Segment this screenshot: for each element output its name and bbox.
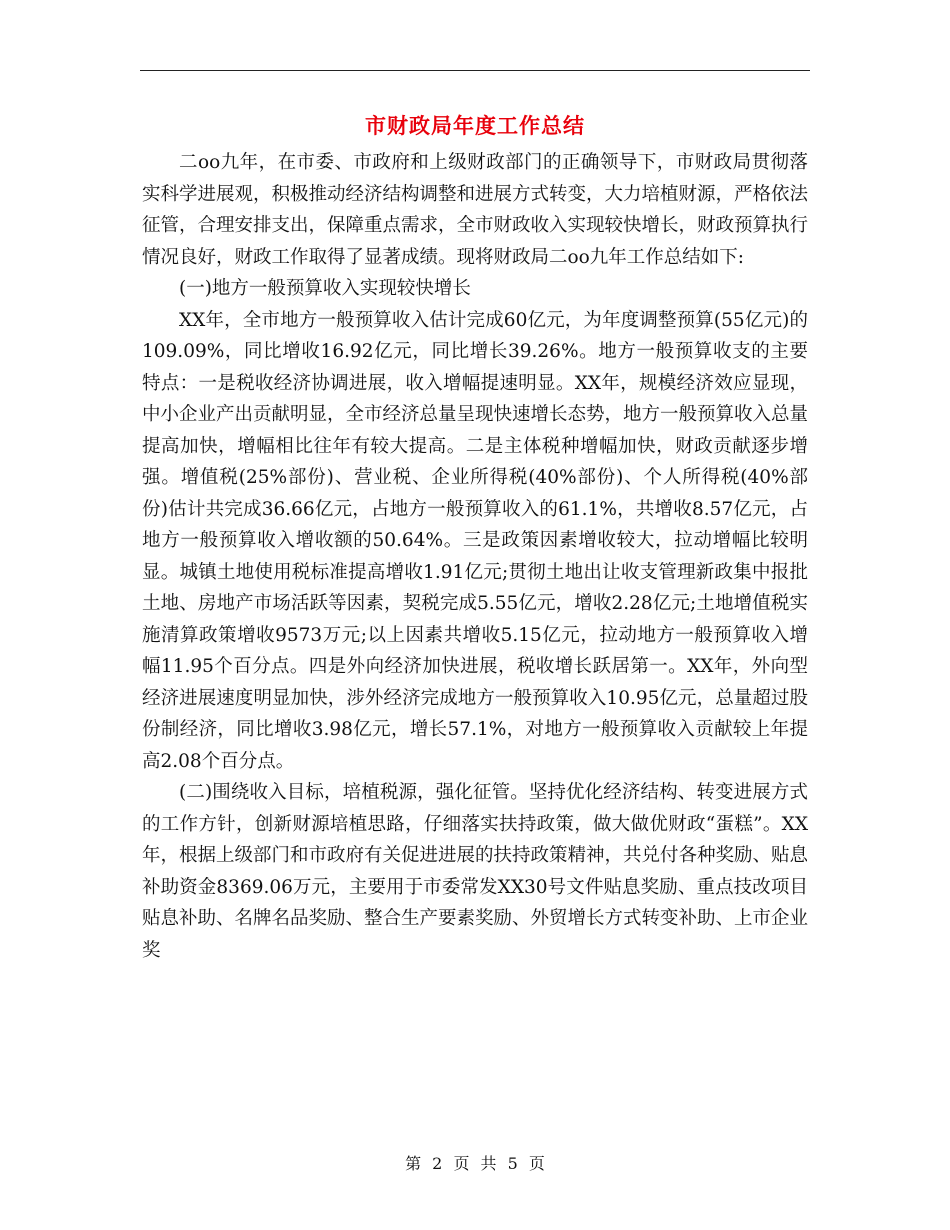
paragraph-section-2: (二)围绕收入目标，培植税源，强化征管。坚持优化经济结构、转变进展方式的工作方针，创新财源培植思路，仔细落实扶持政策，做大做优财政“蛋糕”。XX年，根据上级部门和市政府有关促进进展的扶持政策精神，共兑付各种奖励、贴息补助资金8369.06万元，主要用于市委常发XX30号文件贴息奖励、重点技改项目贴息补助、名牌名品奖励、整合生产要素奖励、外贸增长方式转变补助、上市企业奖 xyxy=(142,782,809,961)
paragraph-intro: 二oo九年，在市委、市政府和上级财政部门的正确领导下，市财政局贯彻落实科学进展观，积极推动经济结构调整和进展方式转变，大力培植财源，严格依法征管，合理安排支出，保障重点需求，全市财政收入实现较快增长，财政预算执行情况良好，财政工作取得了显著成绩。现将财政局二oo九年工作总结如下: xyxy=(142,152,809,268)
document-body xyxy=(142,147,808,966)
paragraph-revenue: XX年，全市地方一般预算收入估计完成60亿元，为年度调整预算(55亿元)的109.09%，同比增收16.92亿元，同比增长39.26%。地方一般预算收支的主要特点：一是税收经济协调进展，收入增幅提速明显。XX年，规模经济效应显现，中小企业产出贡献明显，全市经济总量呈现快速增长态势，地方一般预算收入总量提高加快，增幅相比往年有较大提高。二是主体税种增幅加快，财政贡献逐步增强。增值税(25%部份)、营业税、企业所得税(40%部份)、个人所得税(40%部份)估计共完成36.66亿元，占地方一般预算收入的61.1%，共增收8.57亿元，占地方一般预算收入增收额的50.64%。三是政策因素增收较大，拉动增幅比较明显。城镇土地使用税标准提高增收1.91亿元;贯彻土地出让收支管理新政集中报批土地、房地产市场活跃等因素，契税完成5.55亿元，增收2.28亿元;土地增值税实施清算政策增收9573万元;以上因素共增收5.15亿元，拉动地方一般预算收入增幅11.95个百分点。四是外向经济加快进展，税收增长跃居第一。XX年，外向型经济进展速度明显加快，涉外经济完成地方一般预算收入10.95亿元，总量超过股份制经济，同比增收3.98亿元，增长57.1%，对地方一般预算收入贡献较上年提高2.08个百分点。 xyxy=(142,309,809,772)
page-footer: 第 2 页 共 5 页 xyxy=(405,1154,545,1173)
document-title: 市财政局年度工作总结 xyxy=(365,113,585,138)
header-rule xyxy=(140,70,810,71)
section-heading-1: (一)地方一般预算收入实现较快增长 xyxy=(179,278,471,299)
